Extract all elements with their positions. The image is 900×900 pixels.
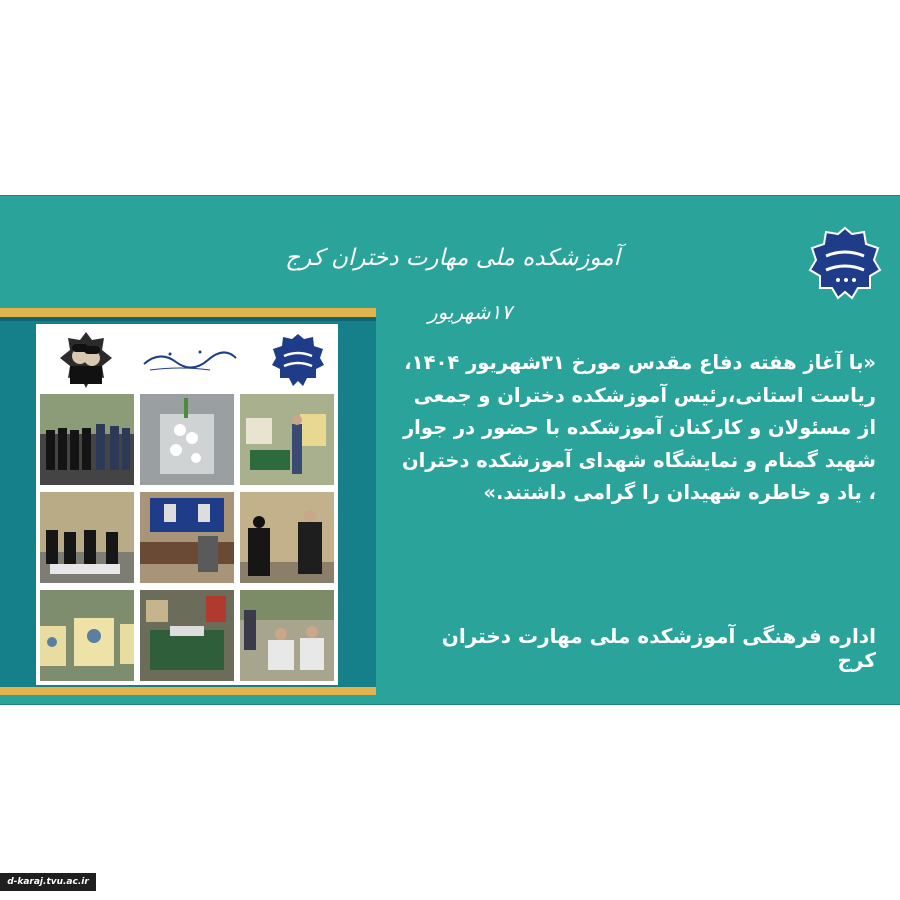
photo-garden-visit (240, 590, 334, 681)
banner-title: آموزشکده ملی مهارت دختران کرج (285, 245, 620, 271)
photo-martyr-posters-image (40, 590, 134, 681)
photo-group (40, 394, 134, 485)
photo-martyr-posters (40, 590, 134, 681)
photo-exhibition-image (240, 394, 334, 485)
photo-grave-wreaths-image (140, 590, 234, 681)
photo-garden-visit-image (240, 590, 334, 681)
poster-logo-icon (270, 332, 326, 388)
event-poster (0, 308, 376, 695)
photo-grave-wreaths (140, 590, 234, 681)
photo-exhibition (240, 394, 334, 485)
poster-top-band (0, 308, 376, 317)
news-footer: اداره فرهنگی آموزشکده ملی مهارت دختران کرج (441, 624, 876, 672)
university-logo (808, 226, 882, 302)
poster-top-band-dark (0, 317, 376, 321)
leaders-portrait-image (58, 330, 114, 392)
photo-office-meeting (140, 492, 234, 583)
news-body: «با آغاز هفته دفاع مقدس مورخ ۳۱شهریور ۱۴۰۴، ریاست استانی،رئیس آموزشکده دختران و جمعی از مسئولان و کارکنان آموزشکده با حضور در جوار شهید گمنام و نمایشگاه شهدای آموزشکده دختران ، یاد و خاطره شهیدان را گرامی داشتند.» (401, 351, 876, 504)
photo-two-people-image (240, 492, 334, 583)
photo-group-image (40, 394, 134, 485)
photo-grid (36, 390, 338, 685)
photo-memorial (140, 394, 234, 485)
photo-office-meeting-image (140, 492, 234, 583)
photo-women-grave-image (40, 492, 134, 583)
poster-bottom-band (0, 687, 376, 695)
poster-calligraphy-image (140, 346, 240, 376)
photo-memorial-image (140, 394, 234, 485)
site-watermark: d-karaj.tvu.ac.ir (0, 873, 96, 891)
photo-women-grave (40, 492, 134, 583)
photo-two-people (240, 492, 334, 583)
banner-date: ۱۷شهریور (427, 300, 513, 324)
